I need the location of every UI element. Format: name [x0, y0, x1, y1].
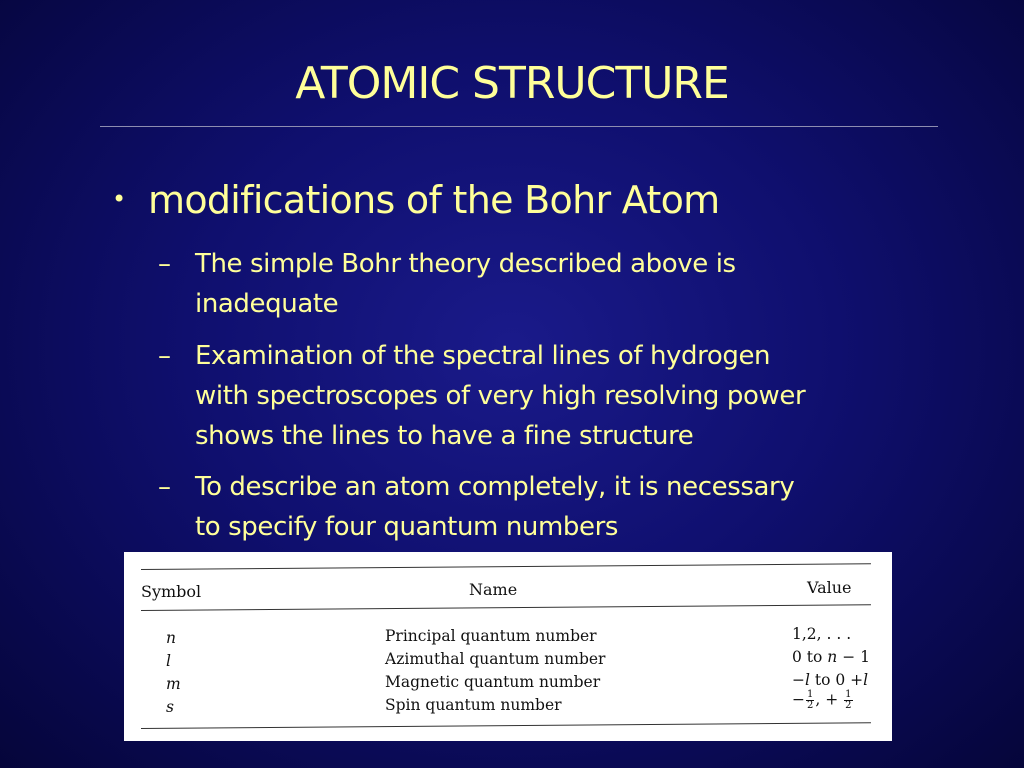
row-1-value: 1,2, . . .: [792, 625, 852, 643]
value-text: , +: [815, 690, 844, 709]
sub-point-3-line-1: To describe an atom completely, it is necessary: [195, 472, 795, 502]
header-value: Value: [807, 578, 852, 597]
sub-point-2-line-3: shows the lines to have a fine structure: [195, 421, 694, 451]
dash-marker: –: [158, 472, 171, 502]
value-text: −: [792, 671, 805, 689]
sub-point-2: [158, 336, 805, 456]
table-header-rule: [141, 604, 871, 611]
row-2-symbol: l: [166, 652, 171, 670]
row-3-value: [792, 671, 868, 689]
value-variable: n: [827, 648, 838, 666]
row-4-symbol: s: [166, 698, 174, 716]
fraction: [844, 690, 852, 711]
quantum-numbers-table: [124, 552, 892, 741]
row-2-name: Azimuthal quantum number: [385, 650, 606, 668]
slide-title: ATOMIC STRUCTURE: [295, 58, 729, 109]
row-1-symbol: n: [166, 629, 176, 647]
value-text: 0 to: [792, 648, 828, 666]
title-divider: [100, 126, 938, 127]
sub-point-1-line-1: The simple Bohr theory described above is: [195, 249, 736, 279]
row-3-symbol: m: [166, 675, 181, 693]
bullet-marker: •: [112, 185, 126, 213]
row-4-name: Spin quantum number: [385, 696, 562, 714]
table-bottom-rule: [141, 722, 871, 729]
value-text: − 1: [837, 648, 870, 666]
sub-point-3: [158, 467, 794, 547]
row-3-name: Magnetic quantum number: [385, 673, 601, 691]
header-name: Name: [469, 580, 518, 599]
dash-marker: –: [158, 249, 171, 279]
sub-point-2-line-1: Examination of the spectral lines of hydrogen: [195, 341, 771, 371]
fraction-numerator: 1: [807, 689, 814, 700]
value-text: −: [792, 690, 805, 709]
row-1-name: Principal quantum number: [385, 627, 597, 645]
value-text: to 0 +: [809, 671, 864, 689]
sub-point-1-line-2: inadequate: [195, 289, 339, 319]
table-top-rule: [141, 563, 871, 570]
dash-marker: –: [158, 341, 171, 371]
fraction-numerator: 1: [845, 689, 852, 700]
sub-point-2-line-2: with spectroscopes of very high resolving power: [195, 381, 806, 411]
fraction-denominator: 2: [807, 700, 814, 711]
sub-point-1: [158, 244, 736, 324]
main-bullet-text: modifications of the Bohr Atom: [148, 178, 720, 222]
main-bullet: [112, 178, 719, 222]
row-4-value: [792, 690, 854, 711]
fraction-denominator: 2: [845, 700, 852, 711]
value-variable: l: [805, 671, 810, 689]
header-symbol: Symbol: [141, 582, 202, 601]
value-variable: l: [863, 671, 869, 689]
sub-point-3-line-2: to specify four quantum numbers: [195, 512, 619, 542]
row-2-value: [792, 648, 870, 666]
fraction: [806, 690, 814, 711]
